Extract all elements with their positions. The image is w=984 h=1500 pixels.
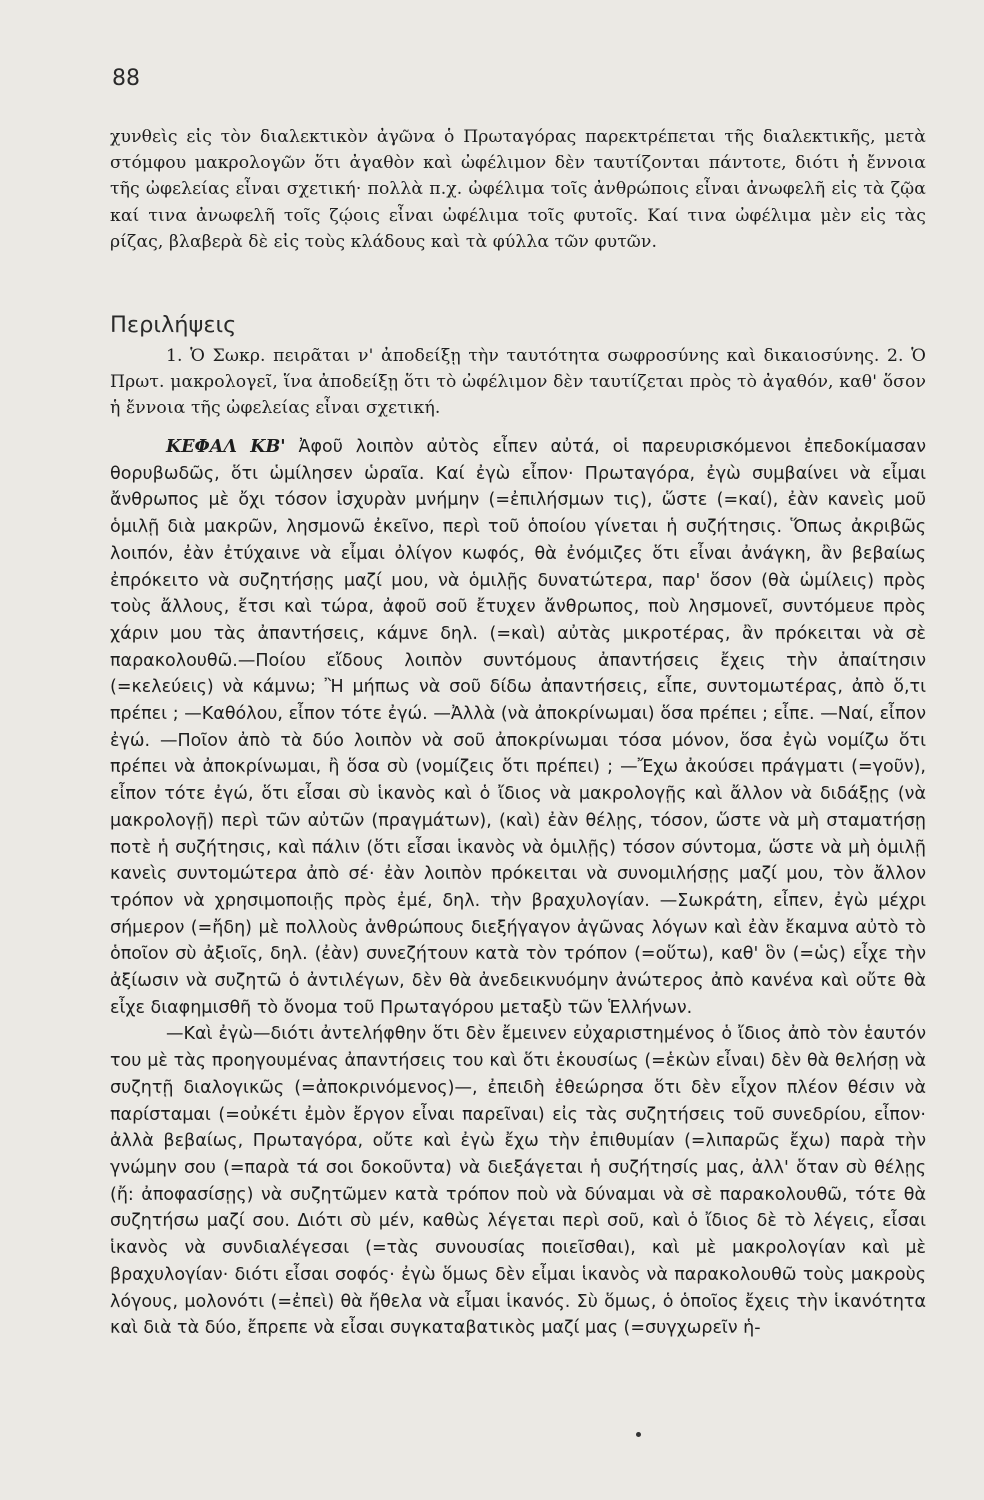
intro-paragraph xyxy=(110,124,926,255)
page-number: 88 xyxy=(112,66,140,91)
chapter-paragraph-2: —Καὶ ἐγὼ—διότι ἀντελήφθην ὅτι δὲν ἔμεινεν εὐχαριστημένος ὁ ἴδιος ἀπὸ τὸν ἑαυτόν του μὲ τὰς προηγουμένας ἀπαντήσεις του καὶ ὅτι ἑκουσίως (=ἑκὼν εἶναι) δὲν θὰ θελήσῃ νὰ συζητῇ διαλογικῶς (=ἀποκρινόμενος)—, ἐπειδὴ ἐθεώρησα ὅτι δὲν εἶχον πλέον θέσιν νὰ παρίσταμαι (=οὐκέτι ἐμὸν ἔργον εἶναι παρεῖναι) εἰς τὰς συζητήσεις τοῦ συνεδρίου, εἶπον· ἀλλὰ βεβαίως, Πρωταγόρα, οὔτε καὶ ἐγὼ ἔχω τὴν ἐπιθυμίαν (=λιπαρῶς ἔχω) παρὰ τὴν γνώμην σου (=παρὰ τά σοι δοκοῦντα) νὰ διεξάγεται ἡ συζήτησίς μας, ἀλλ' ὅταν σὺ θέλῃς (ἤ: ἀποφασίσῃς) νὰ συζητῶμεν κατὰ τρόπον ποὺ νὰ δύναμαι νὰ σὲ παρακολουθῶ, τότε θὰ συζητήσω μαζί σου. Διότι σὺ μέν, καθὼς λέγεται περὶ σοῦ, καὶ ὁ ἴδιος δὲ τὸ λέγεις, εἶσαι ἱκανὸς νὰ συνδιαλέγεσαι (=τὰς συνουσίας ποιεῖσθαι), καὶ μὲ μακρολογίαν καὶ μὲ βραχυλογίαν· διότι εἶσαι σοφός· ἐγὼ ὅμως δὲν εἶμαι ἱκανὸς νὰ παρακολουθῶ τοὺς μακροὺς λόγους, μολονότι (=ἐπεὶ) θὰ ἤθελα νὰ εἶμαι ἱκανός. Σὺ ὅμως, ὁ ὁποῖος ἔχεις τὴν ἱκανότητα καὶ διὰ τὰ δύο, ἔπρεπε νὰ εἶσαι συγκαταβατικὸς μαζί μας (=συγχωρεῖν ἡ- xyxy=(110,1024,926,1339)
chapter-heading: ΚΕΦΑΛ ΚΒ' xyxy=(166,437,286,457)
page-dot-mark xyxy=(636,1432,641,1437)
summary-text: 1. Ὁ Σωκρ. πειρᾶται ν' ἀποδείξῃ τὴν ταυτότητα σωφροσύνης καὶ δικαιοσύνης. 2. Ὁ Πρωτ. μακρολογεῖ, ἵνα ἀποδείξῃ ὅτι τὸ ὠφέλιμον δὲν ταυτίζεται πρὸς τὸ ἀγαθόν, καθ' ὅσον ἡ ἔννοια τῆς ὠφελείας εἶναι σχετική. xyxy=(110,346,926,419)
summary-paragraph xyxy=(110,343,926,422)
chapter-text xyxy=(110,434,926,1342)
summary-heading: Περιλήψεις xyxy=(110,312,237,338)
intro-text: χυνθεὶς εἰς τὸν διαλεκτικὸν ἀγῶνα ὁ Πρωταγόρας παρεκτρέπεται τῆς διαλεκτικῆς, μετὰ στόμφου μακρολογῶν ὅτι ἀγαθὸν καὶ ὠφέλιμον δὲν ταυτίζονται πάντοτε, διότι ἡ ἔννοια τῆς ὠφελείας εἶναι σχετική· πολλὰ π.χ. ὠφέλιμα τοῖς ἀνθρώποις εἶναι ἀνωφελῆ εἰς τὰ ζῷα καί τινα ἀνωφελῆ τοῖς ζῴοις εἶναι ὠφέλιμα τοῖς φυτοῖς. Καί τινα ὠφέλιμα μὲν εἰς τὰς ρίζας, βλαβερὰ δὲ εἰς τοὺς κλάδους καὶ τὰ φύλλα τῶν φυτῶν. xyxy=(110,127,926,252)
chapter-paragraph-1-text: Ἀφοῦ λοιπὸν αὐτὸς εἶπεν αὐτά, οἱ παρευρισκόμενοι ἐπεδοκίμασαν θορυβωδῶς, ὅτι ὡμίλησεν ὡραῖα. Καί ἐγὼ εἶπον· Πρωταγόρα, ἐγὼ συμβαίνει νὰ εἶμαι ἄνθρωπος μὲ ὄχι τόσον ἰσχυρὰν μνήμην (=ἐπιλήσμων τις), ὥστε (=καί), ἐὰν κανεὶς μοῦ ὁμιλῇ διὰ μακρῶν, λησμονῶ ἐκεῖνο, περὶ τοῦ ὁποίου γίνεται ἡ συζήτησις. Ὅπως ἀκριβῶς λοιπόν, ἐὰν ἐτύχαινε νὰ εἶμαι ὀλίγον κωφός, θὰ ἐνόμιζες ὅτι εἶναι ἀνάγκη, ἂν βεβαίως ἐπρόκειτο νὰ συζητήσῃς μαζί μου, νὰ ὁμιλῇς δυνατώτερα, παρ' ὅσον (θὰ ὡμίλεις) πρὸς τοὺς ἄλλους, ἔτσι καὶ τώρα, ἀφοῦ σοῦ ἔτυχεν ἄνθρωπος, ποὺ λησμονεῖ, συντόμευε πρὸς χάριν μου τὰς ἀπαντήσεις, κάμνε δηλ. (=καὶ) αὐτὰς μικροτέρας, ἂν πρόκειται νὰ σὲ παρακολουθῶ.—Ποίου εἴδους λοιπὸν συντόμους ἀπαντήσεις ἔχεις τὴν ἀπαίτησιν (=κελεύεις) νὰ κάμνω; Ἢ μήπως νὰ σοῦ δίδω ἀπαντήσεις, εἶπε, συντομωτέρας, ἀπὸ ὅ,τι πρέπει ; —Καθόλου, εἶπον τότε ἐγώ. —Ἀλλὰ (νὰ ἀποκρίνωμαι) ὅσα πρέπει ; εἶπε. —Ναί, εἶπον ἐγώ. —Ποῖον ἀπὸ τὰ δύο λοιπὸν νὰ σοῦ ἀποκρίνωμαι τόσα μόνον, ὅσα ἐγὼ νομίζω ὅτι πρέπει νὰ ἀποκρίνωμαι, ἢ ὅσα σὺ (νομίζεις ὅτι πρέπει) ; —Ἔχω ἀκούσει πράγματι (=γοῦν), εἶπον τότε ἐγώ, ὅτι εἶσαι σὺ ἱκανὸς καὶ ὁ ἴδιος νὰ μακρολογῇς καὶ ἄλλον νὰ διδάξῃς (νὰ μακρολογῇ) περὶ τῶν αὐτῶν (πραγμάτων), (καὶ) ἐὰν θέλῃς, τόσον, ὥστε νὰ μὴ σταματήσῃ ποτὲ ἡ συζήτησις, καὶ πάλιν (ὅτι εἶσαι ἱκανὸς νὰ ὁμιλῇς) τόσον σύντομα, ὥστε νὰ μὴ ὁμιλῇ κανεὶς συντομώτερα ἀπὸ σέ· ἐὰν λοιπὸν πρόκειται νὰ συνομιλήσῃς μαζί μου, τὸν ἄλλον τρόπον νὰ χρησιμοποιῇς πρὸς ἐμέ, δηλ. τὴν βραχυλογίαν. —Σωκράτη, εἶπεν, ἐγὼ μέχρι σήμερον (=ἤδη) μὲ πολλοὺς ἀνθρώπους διεξήγαγον ἀγῶνας λόγων καὶ ἐὰν ἔκαμνα αὐτὸ τὸ ὁποῖον σὺ ἀξιοῖς, δηλ. (ἐὰν) συνεζήτουν κατὰ τὸν τρόπον (=οὕτω), καθ' ὃν (=ὡς) εἶχε τὴν ἀξίωσιν νὰ συζητῶ ὁ ἀντιλέγων, δὲν θὰ ἀνεδεικνυόμην ἀνώτερος ἀπὸ κανένα καὶ οὔτε θὰ εἶχε διαφημισθῆ τὸ ὄνομα τοῦ Πρωταγόρου μεταξὺ τῶν Ἑλλήνων. xyxy=(110,437,926,1018)
chapter-paragraph-1 xyxy=(110,434,926,1021)
